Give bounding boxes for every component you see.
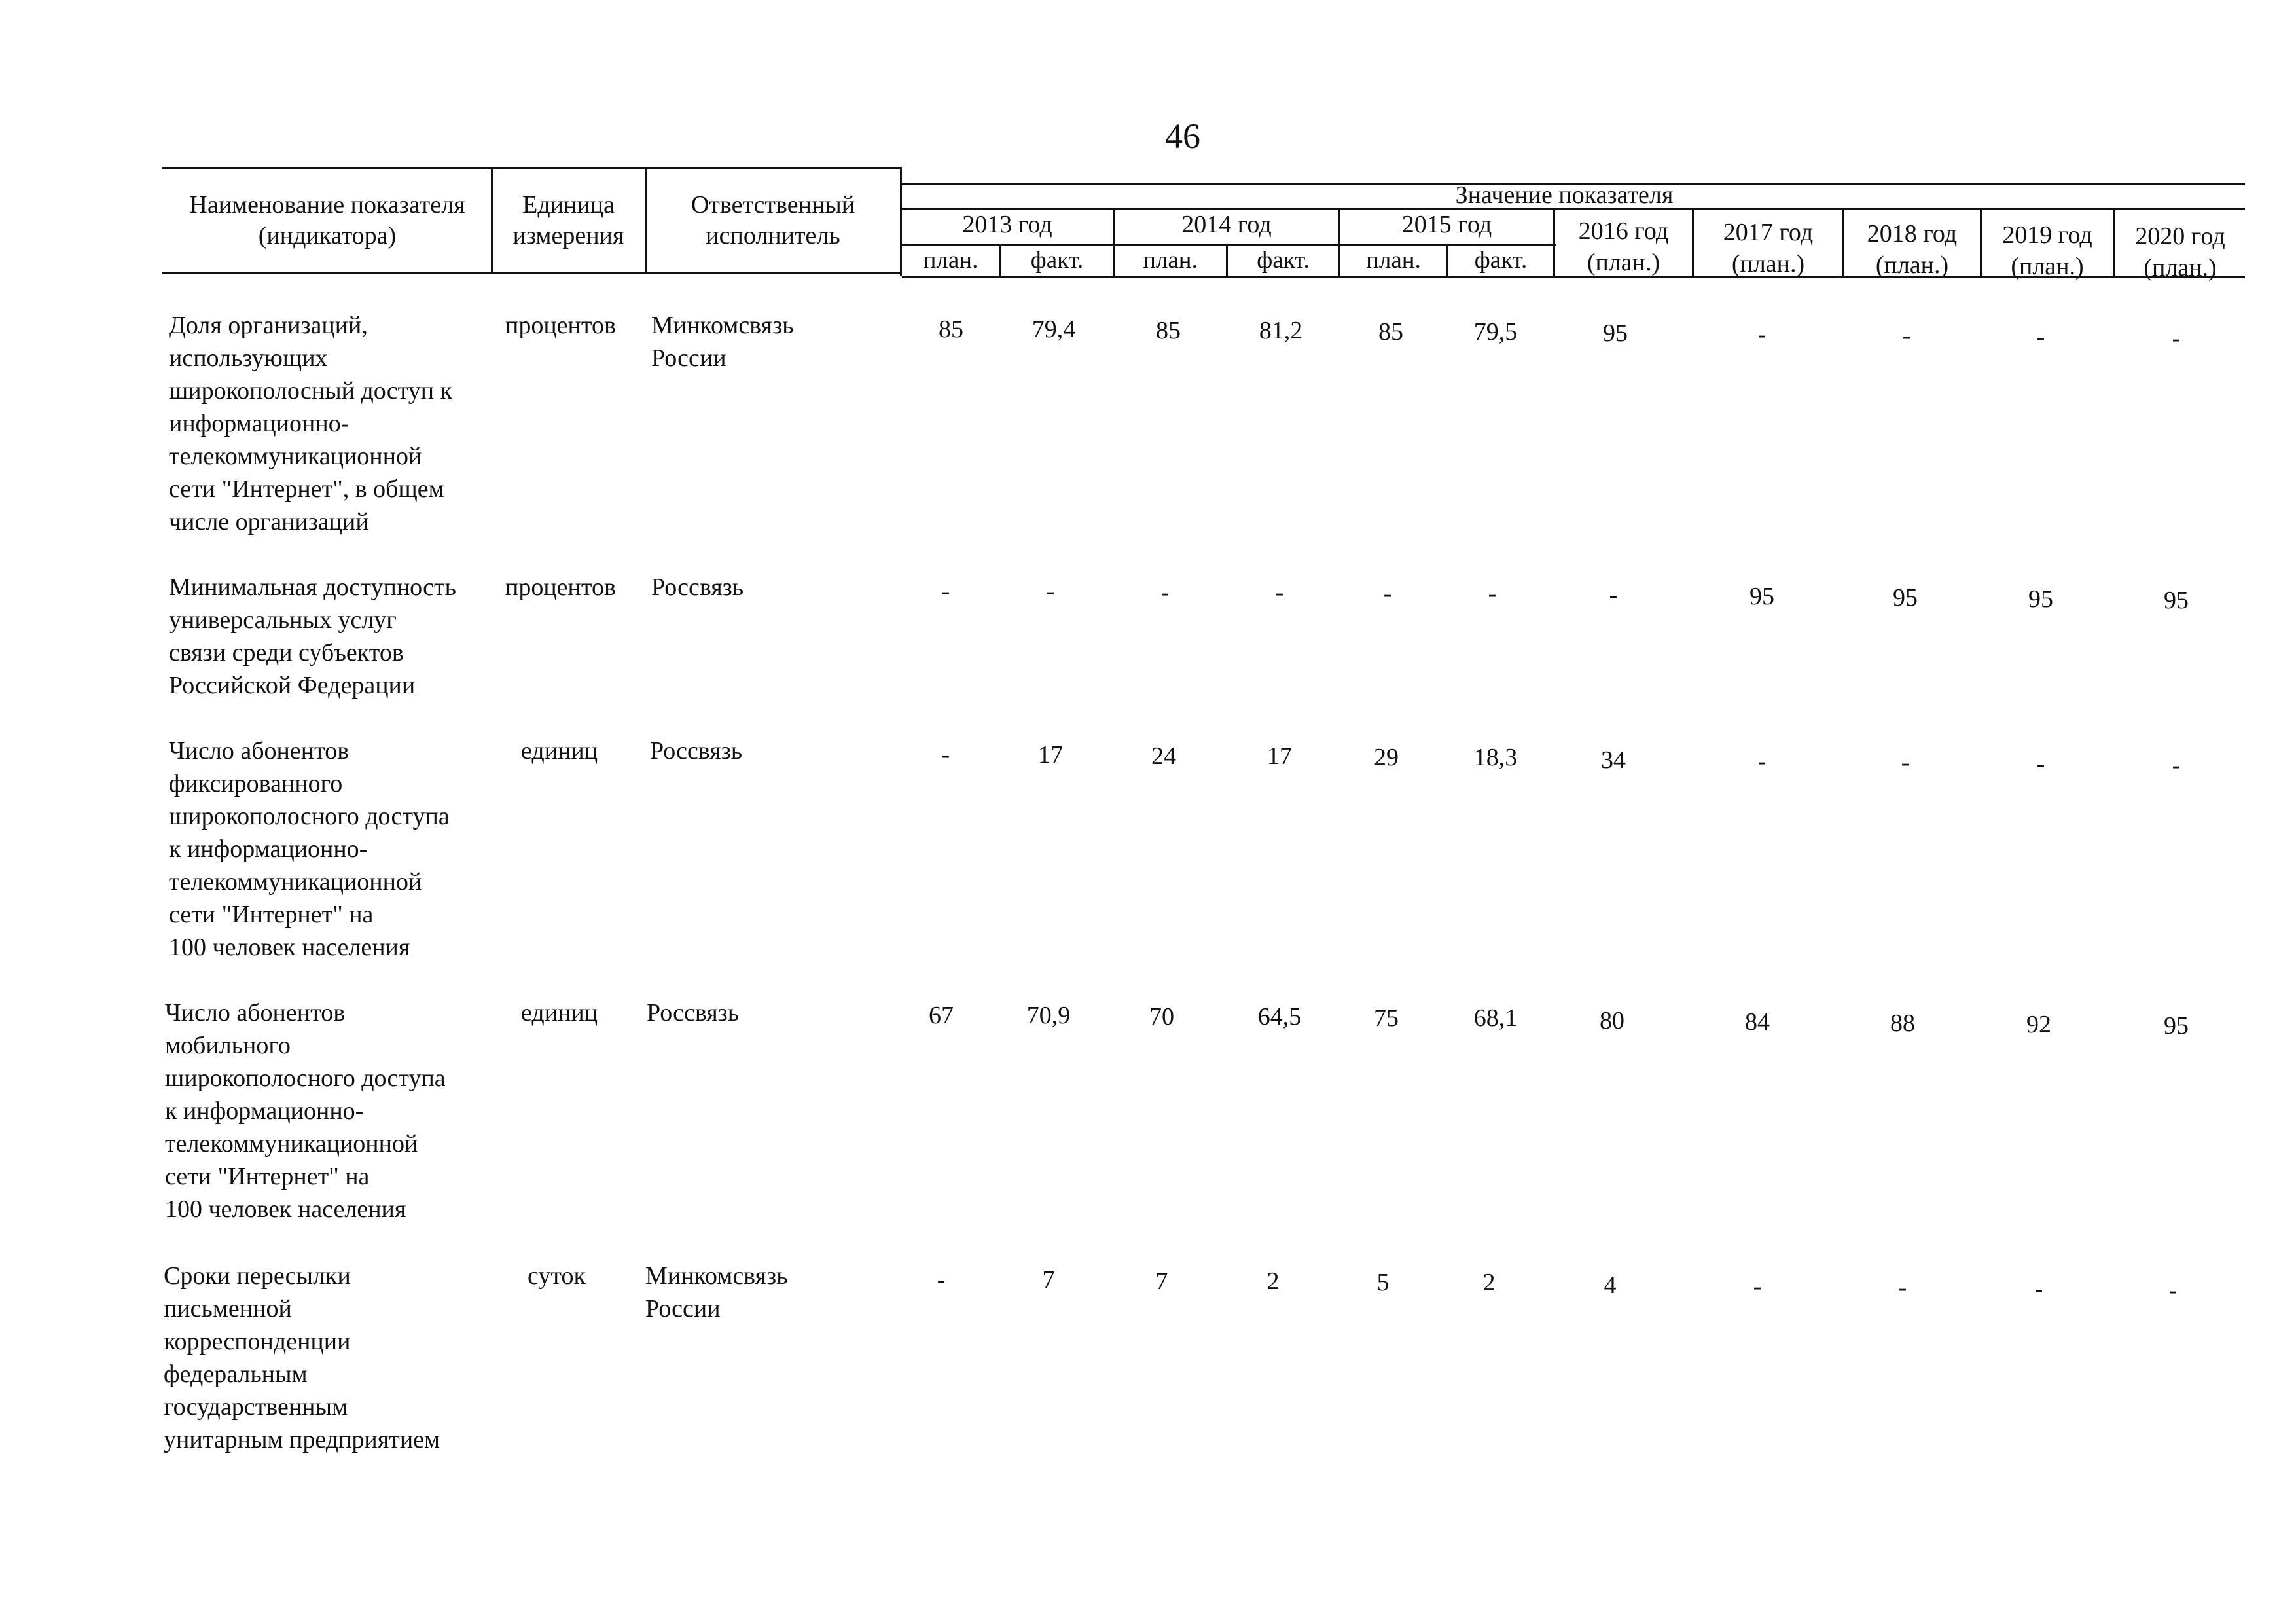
value-cell: - — [2168, 1277, 2178, 1304]
value-cell: - — [1898, 1274, 1907, 1302]
value-cell: 17 — [1267, 742, 1292, 770]
header-unit: Единица измерения — [512, 191, 624, 249]
value-cell: 67 — [929, 1002, 954, 1029]
sub-plan-2013: план. — [923, 247, 978, 274]
value-cell: - — [941, 741, 950, 769]
value-cell: - — [1902, 322, 1911, 350]
year-2018: 2018 год — [1867, 220, 1958, 247]
value-cell: - — [1275, 579, 1284, 606]
value-cell: 4 — [1604, 1271, 1617, 1299]
row-executor: Россвязь — [647, 999, 740, 1027]
year-2018-plan: (план.) — [1875, 251, 1949, 279]
row-executor: Минкомсвязь России — [645, 1262, 788, 1322]
header-name: Наименование показателя (индикатора) — [189, 191, 465, 249]
row-unit: процентов — [505, 574, 616, 601]
row-name: Сроки пересылки письменной корреспонденции федеральным государственным унитарным предприятием — [164, 1262, 440, 1453]
year-2014: 2014 год — [1181, 211, 1272, 238]
value-cell: 84 — [1745, 1008, 1770, 1036]
value-cell: - — [2172, 325, 2181, 352]
value-cell: - — [2036, 750, 2045, 778]
value-cell: - — [1901, 749, 1910, 776]
year-2013: 2013 год — [962, 211, 1052, 238]
row-unit: суток — [528, 1262, 586, 1290]
year-2017: 2017 год — [1723, 219, 1814, 246]
row-unit: процентов — [505, 312, 616, 339]
value-cell: 64,5 — [1257, 1003, 1302, 1030]
value-cell: 85 — [939, 316, 963, 343]
value-cell: - — [937, 1266, 946, 1294]
value-cell: 2 — [1482, 1269, 1496, 1296]
year-2015: 2015 год — [1401, 211, 1492, 238]
row-unit: единиц — [521, 999, 598, 1027]
value-cell: - — [2172, 752, 2181, 779]
row-name: Минимальная доступность универсальных услуг связи среди субъектов Российской Федерации — [169, 574, 456, 699]
sub-fact-2015: факт. — [1474, 247, 1528, 274]
value-cell: 79,5 — [1473, 318, 1518, 346]
page-number: 46 — [1165, 117, 1200, 156]
sub-fact-2013: факт. — [1030, 247, 1084, 274]
value-cell: 5 — [1376, 1269, 1390, 1296]
value-cell: 85 — [1378, 318, 1403, 346]
value-cell: - — [1046, 577, 1055, 605]
value-cell: 17 — [1038, 741, 1063, 769]
year-2016-plan: (план.) — [1587, 249, 1660, 276]
value-cell: - — [1609, 581, 1618, 609]
table-top-rule — [162, 167, 902, 169]
year-2016: 2016 год — [1578, 217, 1669, 245]
row-executor: Минкомсвязь России — [651, 312, 794, 372]
value-cell: 34 — [1601, 746, 1626, 774]
value-cell: 70,9 — [1026, 1002, 1071, 1029]
value-cell: 95 — [1749, 583, 1774, 610]
sub-plan-2015: план. — [1366, 247, 1421, 274]
value-cell: 24 — [1151, 742, 1176, 770]
sub-plan-2014: план. — [1143, 247, 1198, 274]
year-2019-plan: (план.) — [2011, 253, 2084, 280]
header-executor: Ответственный исполнитель — [691, 191, 855, 249]
value-cell: - — [941, 577, 950, 605]
year-2017-plan: (план.) — [1731, 250, 1805, 278]
year-2020-plan: (план.) — [2144, 254, 2217, 282]
value-cell: 79,4 — [1031, 316, 1076, 343]
value-cell: - — [1757, 321, 1767, 348]
year-2020: 2020 год — [2135, 223, 2225, 250]
value-cell: 7 — [1042, 1266, 1055, 1294]
year-2019: 2019 год — [2002, 221, 2092, 249]
row-name: Число абонентов мобильного широкополосного доступа к информационно- телекоммуникационной сети "Интернет" на 100 человек населения — [165, 999, 446, 1223]
value-cell: 92 — [2026, 1011, 2051, 1038]
value-cell: 85 — [1156, 317, 1181, 344]
row-executor: Россвязь — [650, 737, 743, 765]
value-cell: - — [1160, 579, 1170, 606]
value-cell: 18,3 — [1473, 744, 1518, 771]
value-cell: 95 — [1603, 319, 1628, 347]
value-cell: - — [1753, 1273, 1762, 1300]
value-cell: 81,2 — [1259, 317, 1303, 344]
value-cell: 2 — [1266, 1267, 1280, 1295]
value-cell: - — [1383, 580, 1392, 608]
value-cell: 7 — [1155, 1267, 1168, 1295]
value-cell: 68,1 — [1473, 1004, 1518, 1032]
value-cell: - — [2036, 323, 2045, 351]
value-cell: 95 — [1893, 584, 1918, 611]
value-cell: 95 — [2164, 587, 2189, 614]
value-cell: 95 — [2164, 1012, 2189, 1040]
value-cell: 70 — [1149, 1003, 1174, 1030]
value-cell: - — [1757, 748, 1767, 775]
value-cell: - — [2034, 1275, 2043, 1303]
row-name: Число абонентов фиксированного широкополосного доступа к информационно- телекоммуникационной сети "Интернет" на 100 человек населения — [169, 737, 450, 961]
value-cell: - — [1488, 580, 1497, 608]
sub-fact-2014: факт. — [1257, 247, 1310, 274]
value-cell: 29 — [1374, 744, 1399, 771]
header-value-group: Значение показателя — [1455, 181, 1674, 209]
value-cell: 95 — [2028, 585, 2053, 613]
header-bottom-rule-left — [162, 272, 902, 274]
value-cell: 80 — [1600, 1007, 1624, 1034]
value-cell: 88 — [1890, 1010, 1915, 1037]
row-unit: единиц — [521, 737, 598, 765]
value-cell: 75 — [1374, 1004, 1399, 1032]
row-name: Доля организаций, использующих широкополосный доступ к информационно- телекоммуникационной сети "Интернет", в общем числе организаций — [169, 312, 452, 536]
row-executor: Россвязь — [651, 574, 744, 601]
